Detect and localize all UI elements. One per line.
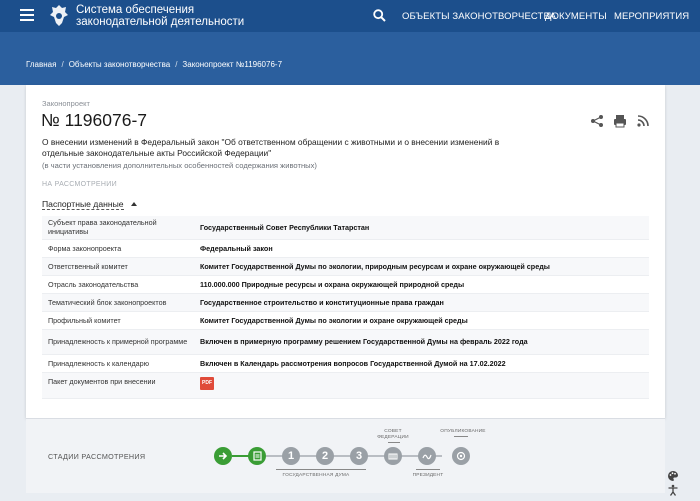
rss-icon[interactable]: [636, 114, 650, 128]
table-row: [42, 354, 649, 372]
passport-value: Комитет Государственной Думы по экологии, природным ресурсам и охране окружающей среды: [194, 257, 649, 275]
palette-icon[interactable]: [667, 470, 679, 482]
status-badge: НА РАССМОТРЕНИИ: [42, 181, 117, 188]
arrow-right-icon: [218, 451, 228, 461]
bill-title: О внесении изменений в Федеральный закон "Об ответственном обращении с животными и о внесении изменений в отдельные законодательные акты Российской Федерации": [42, 137, 500, 158]
nav-events[interactable]: МЕРОПРИЯТИЯ: [614, 11, 690, 22]
bill-number: № 1196076-7: [41, 110, 148, 130]
site-title[interactable]: [76, 4, 244, 28]
passport-value: Государственный Совет Республики Татарстан: [194, 216, 649, 239]
bill-note: (в части установления дополнительных особенностей содержания животных): [42, 161, 317, 170]
table-row: [42, 372, 649, 398]
stage-council[interactable]: [248, 447, 266, 465]
passport-value: Включен в Календарь рассмотрения вопросов Государственной Думой на 17.02.2022: [194, 354, 649, 372]
passport-value: Комитет Государственной Думы по экологии и охране окружающей среды: [194, 311, 649, 329]
print-icon[interactable]: [613, 114, 627, 128]
passport-key: Пакет документов при внесении: [42, 372, 194, 398]
caption-underline: [388, 442, 400, 443]
hamburger-menu-icon[interactable]: [20, 9, 34, 21]
hero-band: [0, 32, 700, 85]
passport-value: Включен в примерную программу решением Государственной Думы на февраль 2022 года: [194, 329, 649, 354]
breadcrumb-current-bill: Законопроект №1196076-7: [182, 60, 283, 69]
table-row: [42, 257, 649, 275]
passport-table: [42, 216, 649, 399]
table-row: [42, 275, 649, 293]
table-row: [42, 311, 649, 329]
pdf-file-icon[interactable]: PDF: [200, 377, 214, 390]
passport-key: Принадлежность к примерной программе: [42, 329, 194, 354]
duma-caption: ГОСУДАРСТВЕННАЯ ДУМА: [282, 473, 350, 478]
federation-council-caption: СОВЕТ ФЕДЕРАЦИИ: [377, 429, 409, 440]
top-bar: [0, 0, 700, 32]
accessibility-icon[interactable]: [667, 484, 679, 496]
passport-key: Профильный комитет: [42, 311, 194, 329]
bill-kicker: Законопроект: [42, 99, 90, 108]
stage-president[interactable]: [418, 447, 436, 465]
passport-toggle[interactable]: Паспортные данные: [42, 199, 124, 209]
table-row: [42, 239, 649, 257]
breadcrumb-legislative-objects[interactable]: Объекты законотворчества: [68, 60, 171, 69]
nav-documents[interactable]: ДОКУМЕНТЫ: [545, 11, 607, 22]
stage-introduction[interactable]: [214, 447, 232, 465]
breadcrumb: Главная / Объекты законотворчества / Законопроект №1196076-7: [26, 60, 283, 69]
passport-value: Федеральный закон: [194, 239, 649, 257]
passport-key: Субъект права законодательной инициативы: [42, 216, 194, 239]
duma-bracket: [276, 469, 366, 470]
stage-third-reading[interactable]: 3: [350, 447, 368, 465]
site-title-line2: законодательной деятельности: [76, 16, 245, 28]
passport-key: Отрасль законодательства: [42, 275, 194, 293]
passport-key: Форма законопроекта: [42, 239, 194, 257]
stage-publication[interactable]: [452, 447, 470, 465]
stages-label: СТАДИИ РАССМОТРЕНИЯ: [48, 452, 146, 461]
document-icon: [253, 451, 262, 461]
table-row: [42, 329, 649, 354]
table-row: [42, 216, 649, 239]
nav-legislative-objects[interactable]: ОБЪЕКТЫ ЗАКОНОТВОРЧЕСТВА: [402, 11, 557, 22]
passport-value: 110.000.000 Природные ресурсы и охрана окружающей природной среды: [194, 275, 649, 293]
search-icon[interactable]: [373, 9, 386, 22]
coat-of-arms-icon: [47, 3, 71, 28]
stage-first-reading[interactable]: 1: [282, 447, 300, 465]
breadcrumb-home[interactable]: Главная: [26, 60, 57, 69]
building-icon: [388, 452, 398, 460]
seal-icon: [456, 451, 466, 461]
stage-second-reading[interactable]: 2: [316, 447, 334, 465]
table-row: [42, 293, 649, 311]
stages-panel: [26, 418, 665, 493]
site-title-line1: Система обеспечения: [76, 4, 195, 16]
publication-caption: ОПУБЛИКОВАНИЕ: [440, 429, 486, 434]
passport-value: Государственное строительство и конституционные права граждан: [194, 293, 649, 311]
passport-key: Принадлежность к календарю: [42, 354, 194, 372]
president-bracket: [416, 469, 440, 470]
caption-underline: [454, 436, 468, 437]
stage-federation-council[interactable]: [384, 447, 402, 465]
passport-key: Ответственный комитет: [42, 257, 194, 275]
bill-card: [26, 85, 665, 418]
signature-icon: [422, 452, 432, 460]
passport-key: Тематический блок законопроектов: [42, 293, 194, 311]
caret-up-icon[interactable]: [131, 202, 137, 206]
passport-value: [194, 372, 649, 398]
president-caption: ПРЕЗИДЕНТ: [412, 473, 444, 478]
share-icon[interactable]: [590, 114, 604, 128]
